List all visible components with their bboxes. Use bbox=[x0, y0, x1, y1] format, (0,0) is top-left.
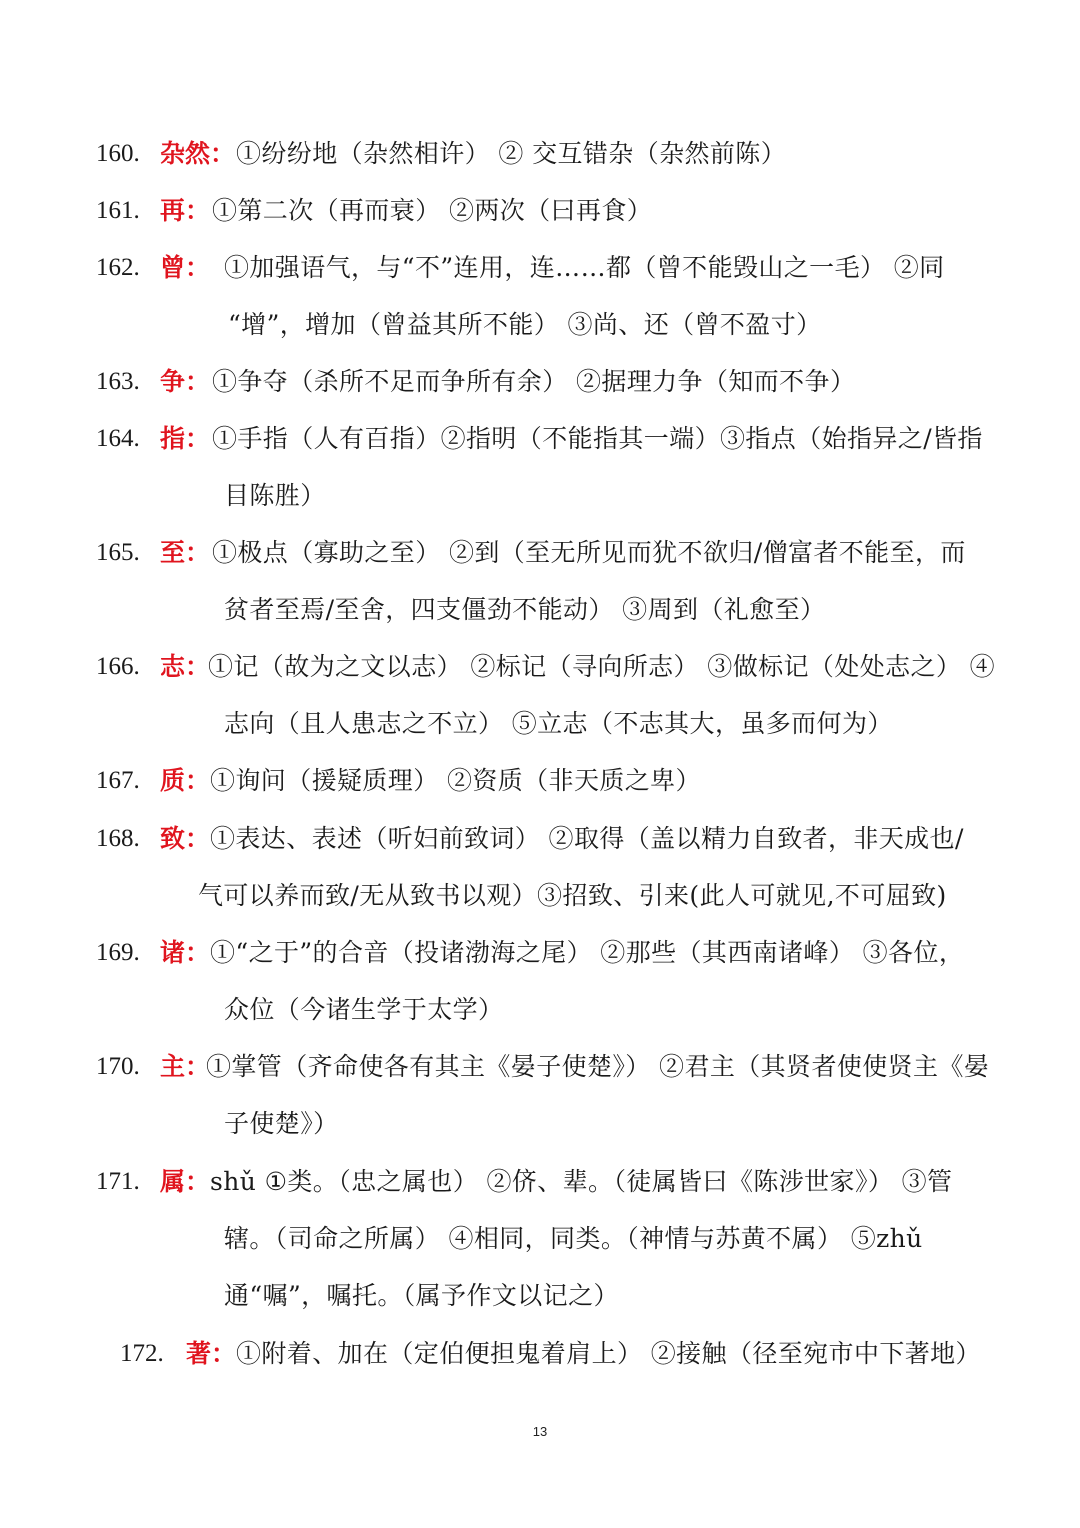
entry-166 bbox=[0, 643, 1080, 691]
entry-161 bbox=[0, 187, 1080, 235]
entry-168-continuation bbox=[0, 872, 1080, 920]
entry-definition: ①询问（援疑质理） ②资质（非天质之卑） bbox=[210, 766, 701, 795]
entry-headword: 指： bbox=[160, 424, 211, 453]
entry-definition: ①第二次（再而衰） ②两次（曰再食） bbox=[212, 196, 653, 225]
entry-headword: 再： bbox=[160, 196, 211, 225]
entry-headword: 志： bbox=[160, 652, 211, 681]
entry-171 bbox=[0, 1158, 1080, 1206]
entry-definition: 贫者至焉/至舍，四支僵劲不能动） ③周到（礼愈至） bbox=[224, 595, 826, 624]
entry-headword: 属： bbox=[160, 1167, 211, 1196]
entry-definition: ①掌管（齐命使各有其主《晏子使楚》） ②君主（其贤者使使贤主《晏 bbox=[206, 1052, 990, 1081]
entry-162 bbox=[0, 244, 1080, 292]
entry-definition: ①加强语气，与“不”连用，连……都（曾不能毁山之一毛） ②同 bbox=[224, 253, 945, 282]
entry-number: 163. bbox=[96, 368, 140, 395]
entry-170 bbox=[0, 1043, 1080, 1091]
entry-171-continuation bbox=[0, 1215, 1080, 1263]
entry-headword: 诸： bbox=[160, 938, 211, 967]
entry-definition: 辖。（司命之所属） ④相同，同类。（神情与苏黄不属） ⑤zhǔ bbox=[224, 1224, 923, 1253]
entry-number: 161. bbox=[96, 197, 140, 224]
entry-definition: shǔ ①类。（忠之属也） ②侪、辈。（徒属皆曰《陈涉世家》） ③管 bbox=[210, 1167, 953, 1196]
entry-headword: 至： bbox=[160, 538, 211, 567]
entry-171-continuation bbox=[0, 1272, 1080, 1320]
entry-number: 160. bbox=[96, 140, 140, 167]
entry-headword: 致： bbox=[160, 824, 211, 853]
entry-170-continuation bbox=[0, 1100, 1080, 1148]
entry-164 bbox=[0, 415, 1080, 463]
entry-headword: 质： bbox=[160, 766, 211, 795]
entry-headword: 著： bbox=[186, 1339, 237, 1368]
entry-definition: 志向（且人患志之不立） ⑤立志（不志其大，虽多而何为） bbox=[224, 709, 893, 738]
entry-168 bbox=[0, 815, 1080, 863]
entry-definition: ①表达、表述（听妇前致词） ②取得（盖以精力自致者，非天成也/ bbox=[210, 824, 964, 853]
entry-number: 162. bbox=[96, 254, 140, 281]
entry-definition: ①手指（人有百指）②指明（不能指其一端）③指点（始指异之/皆指 bbox=[212, 424, 983, 453]
entry-headword: 曾： bbox=[160, 253, 211, 282]
page-number: 13 bbox=[532, 1424, 548, 1439]
entry-definition: “增”，增加（曾益其所不能） ③尚、还（曾不盈寸） bbox=[228, 310, 822, 339]
entry-167 bbox=[0, 757, 1080, 805]
entry-172 bbox=[0, 1330, 1080, 1378]
entry-definition: 气可以养而致/无从致书以观）③招致、引来(此人可就见,不可屈致) bbox=[198, 881, 947, 910]
entry-definition: ①极点（寡助之至） ②到（至无所见而犹不欲归/僧富者不能至，而 bbox=[212, 538, 966, 567]
entry-163 bbox=[0, 358, 1080, 406]
entry-number: 168. bbox=[96, 825, 140, 852]
entry-166-continuation bbox=[0, 700, 1080, 748]
entry-definition: 子使楚》） bbox=[224, 1109, 339, 1138]
entry-165-continuation bbox=[0, 586, 1080, 634]
entry-headword: 争： bbox=[160, 367, 211, 396]
entry-169 bbox=[0, 929, 1080, 977]
entry-definition: ①“之于”的合音（投诸渤海之尾） ②那些（其西南诸峰） ③各位， bbox=[210, 938, 965, 967]
entry-162-continuation bbox=[0, 301, 1080, 349]
entry-definition: ①附着、加在（定伯便担鬼着肩上） ②接触（径至宛市中下著地） bbox=[236, 1339, 981, 1368]
entry-definition: 众位（今诸生学于太学） bbox=[224, 995, 504, 1024]
entry-164-continuation bbox=[0, 472, 1080, 520]
entry-headword: 杂然： bbox=[160, 139, 236, 168]
entry-number: 165. bbox=[96, 539, 140, 566]
entry-number: 171. bbox=[96, 1168, 140, 1195]
entry-165 bbox=[0, 529, 1080, 577]
entry-definition: ①争夺（杀所不足而争所有余） ②据理力争（知而不争） bbox=[212, 367, 856, 396]
entry-160 bbox=[0, 130, 1080, 178]
entry-169-continuation bbox=[0, 986, 1080, 1034]
entry-definition: 目陈胜） bbox=[224, 481, 326, 510]
entry-definition: ①记（故为之文以志） ②标记（寻向所志） ③做标记（处处志之） ④ bbox=[208, 652, 996, 681]
entry-number: 170. bbox=[96, 1053, 140, 1080]
entry-definition: ①纷纷地（杂然相许） ② 交互错杂（杂然前陈） bbox=[236, 139, 787, 168]
entry-number: 164. bbox=[96, 425, 140, 452]
entry-headword: 主： bbox=[160, 1052, 211, 1081]
entry-number: 167. bbox=[96, 767, 140, 794]
entry-definition: 通“嘱”，嘱托。（属予作文以记之） bbox=[224, 1281, 619, 1310]
entry-number: 166. bbox=[96, 653, 140, 680]
entry-number: 169. bbox=[96, 939, 140, 966]
entry-number: 172. bbox=[120, 1340, 164, 1367]
